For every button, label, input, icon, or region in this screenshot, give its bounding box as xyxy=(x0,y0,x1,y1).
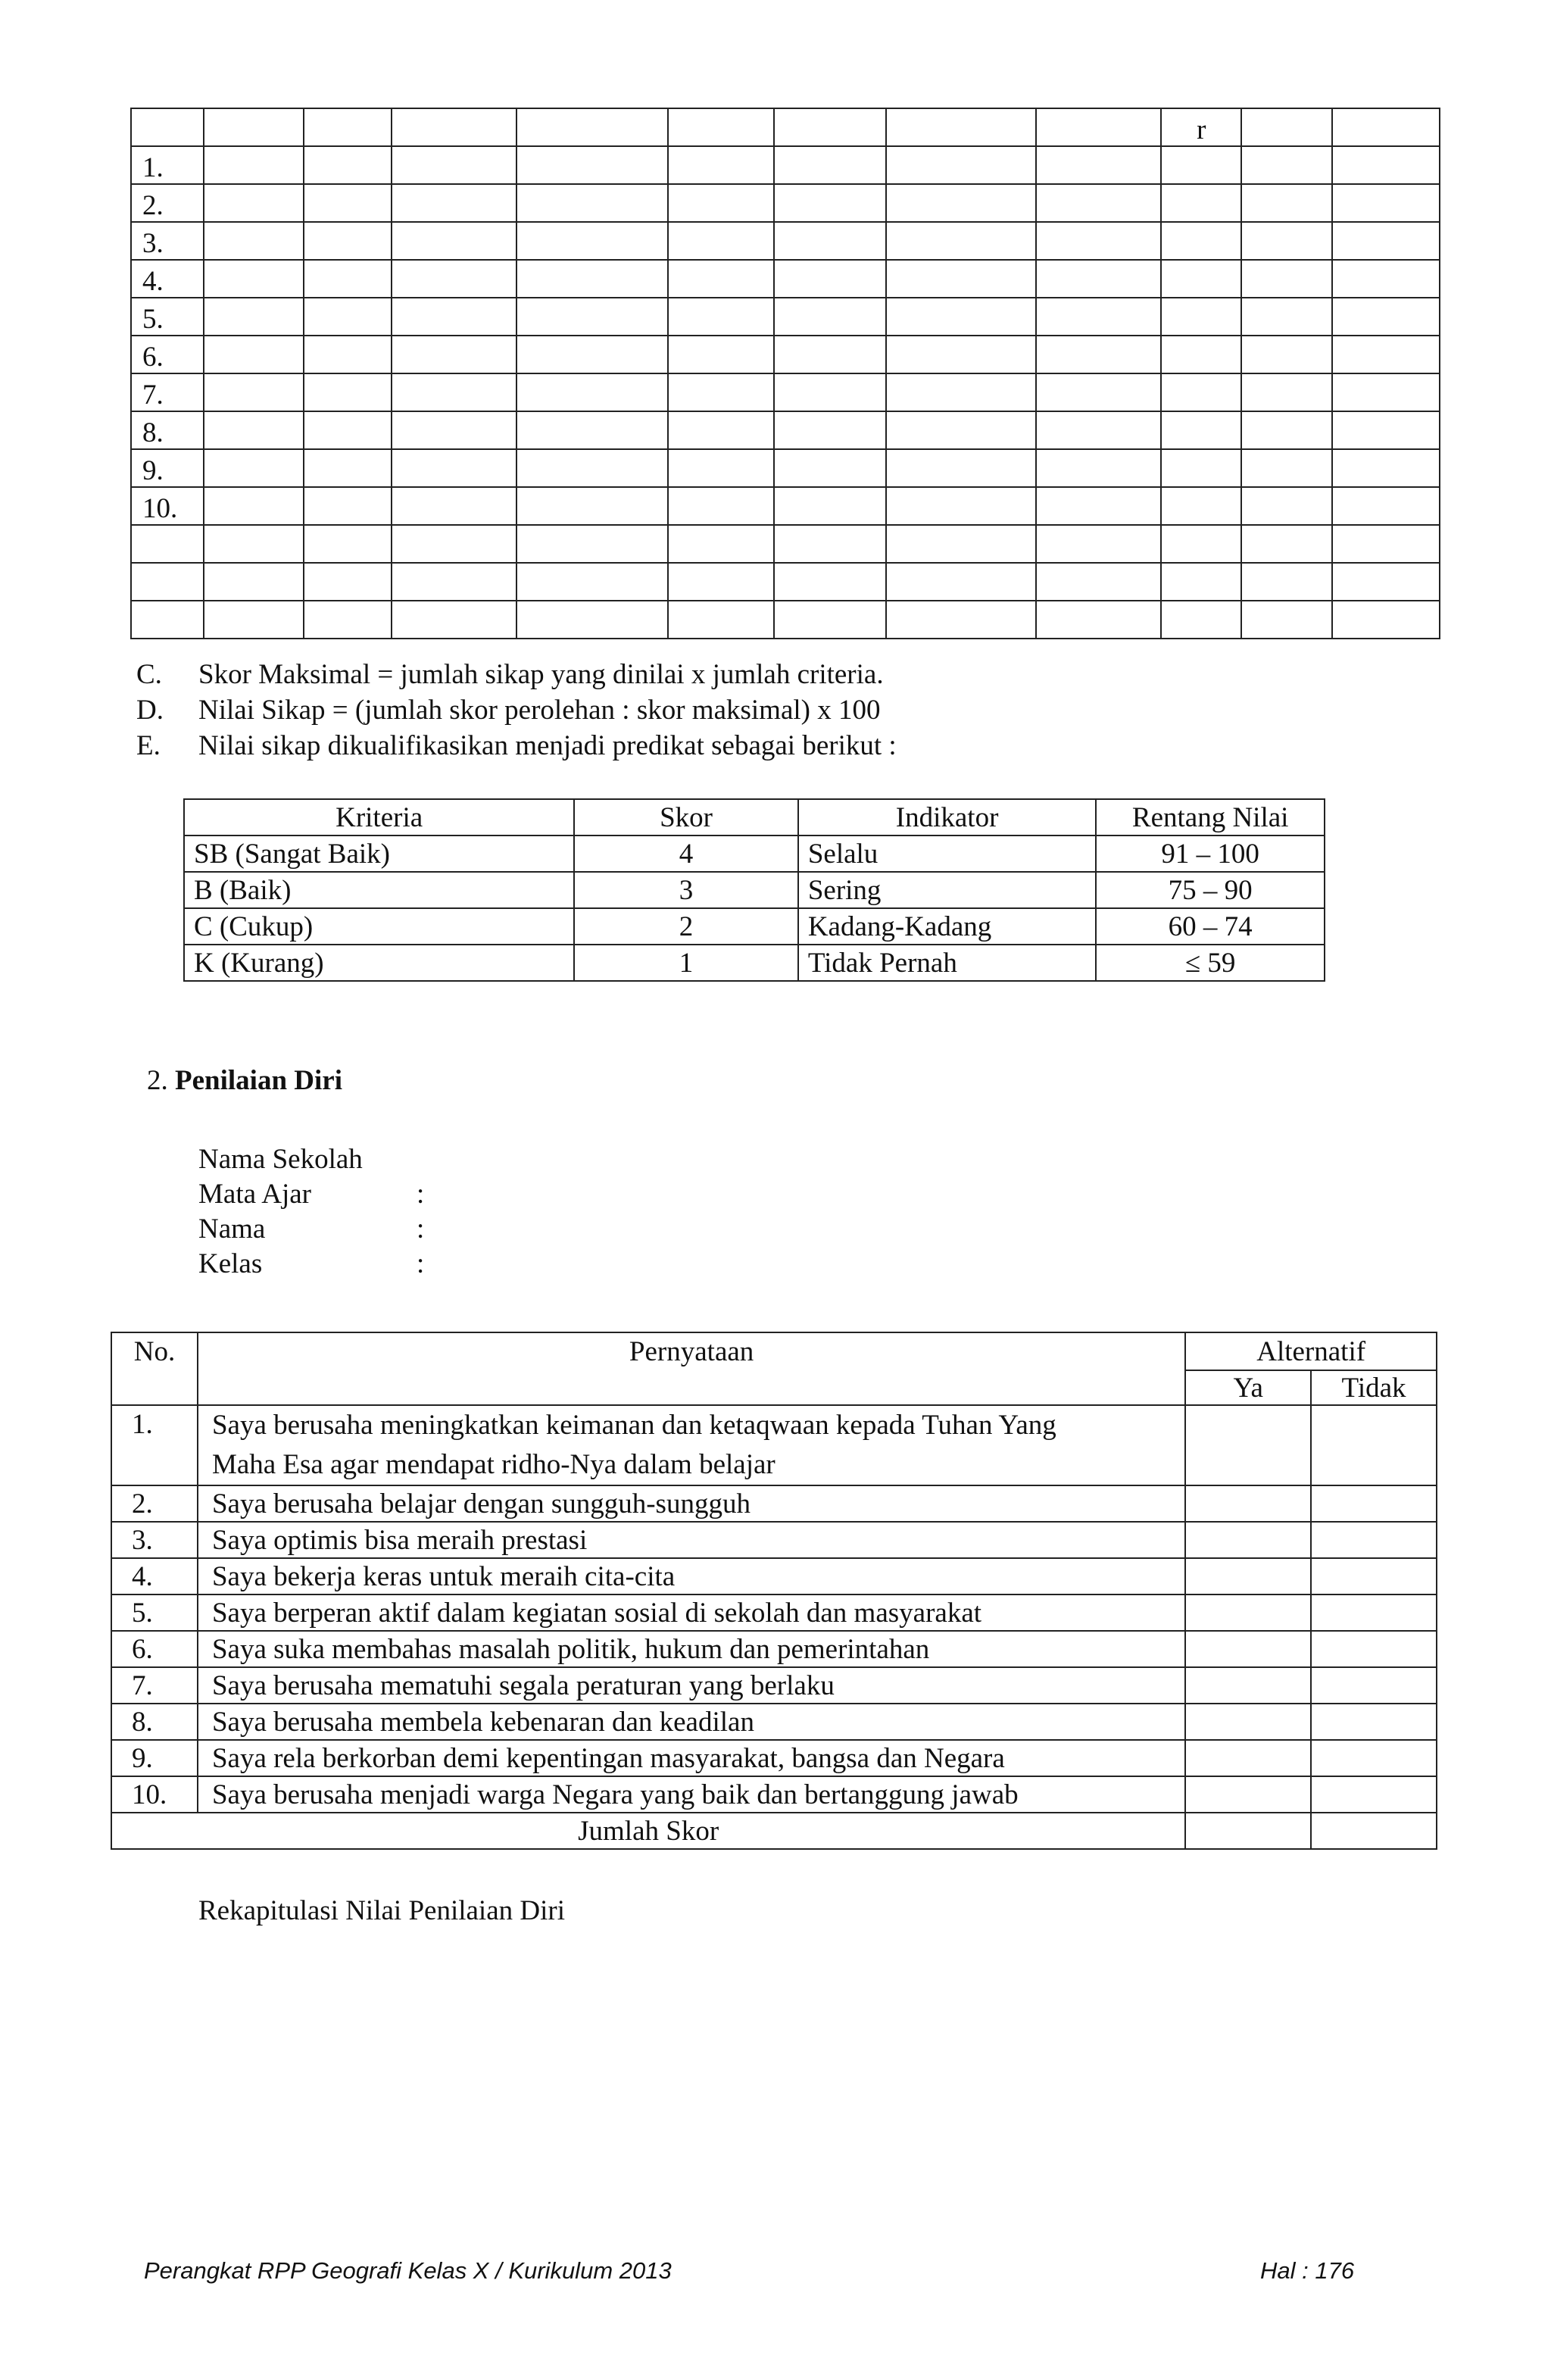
grid-cell[interactable] xyxy=(1332,487,1440,525)
grid-row xyxy=(131,449,1440,487)
grid-cell[interactable] xyxy=(204,373,304,411)
grid-cell[interactable] xyxy=(516,449,668,487)
grid-row xyxy=(131,298,1440,336)
grid-cell[interactable] xyxy=(1241,563,1332,601)
self-row xyxy=(111,1667,1437,1704)
self-row xyxy=(111,1704,1437,1740)
grid-cell[interactable] xyxy=(774,298,886,336)
grid-row xyxy=(131,601,1440,639)
self-total-row xyxy=(111,1813,1437,1849)
grid-cell[interactable] xyxy=(392,487,517,525)
recap-title: Rekapitulasi Nilai Penilaian Diri xyxy=(198,1895,565,1926)
grid-row xyxy=(131,411,1440,449)
self-row-no: 1. xyxy=(111,1405,198,1485)
criteria-kriteria: SB (Sangat Baik) xyxy=(184,835,574,872)
criteria-header: Rentang Nilai xyxy=(1096,799,1325,835)
grid-cell[interactable] xyxy=(1161,222,1241,260)
grid-cell[interactable] xyxy=(516,487,668,525)
grid-row-number: 9. xyxy=(131,449,204,487)
grid-cell[interactable] xyxy=(1036,298,1162,336)
section-title-text: Penilaian Diri xyxy=(175,1065,342,1096)
grid-cell[interactable] xyxy=(1332,260,1440,298)
criteria-indikator: Sering xyxy=(798,872,1097,908)
grid-cell[interactable] xyxy=(1036,449,1162,487)
self-row-no: 7. xyxy=(111,1667,198,1704)
grid-cell[interactable] xyxy=(392,298,517,336)
section-number: 2. xyxy=(147,1065,168,1096)
form-label: Kelas xyxy=(198,1248,263,1279)
grid-cell[interactable] xyxy=(516,525,668,563)
grid-cell[interactable] xyxy=(774,601,886,639)
grid-cell[interactable] xyxy=(304,260,392,298)
grid-row xyxy=(131,336,1440,373)
grid-cell[interactable] xyxy=(1036,184,1162,222)
grid-cell[interactable] xyxy=(304,601,392,639)
grid-cell[interactable] xyxy=(668,525,774,563)
grid-cell[interactable] xyxy=(516,601,668,639)
grid-row xyxy=(131,146,1440,184)
self-row-statement: Saya suka membahas masalah politik, hukum dan pemerintahan xyxy=(198,1631,1185,1667)
grid-cell[interactable] xyxy=(392,184,517,222)
criteria-row xyxy=(184,872,1325,908)
note-letter: C. xyxy=(136,659,162,690)
grid-cell[interactable] xyxy=(1161,298,1241,336)
form-colon: : xyxy=(417,1213,425,1245)
self-row-ya[interactable] xyxy=(1185,1631,1311,1667)
criteria-header: Skor xyxy=(574,799,798,835)
grid-cell[interactable] xyxy=(1036,146,1162,184)
self-row-no: 9. xyxy=(111,1740,198,1776)
grid-row-number: 10. xyxy=(131,487,204,525)
criteria-rentang: 75 – 90 xyxy=(1096,872,1325,908)
grid-cell[interactable] xyxy=(668,487,774,525)
grid-row-number: 3. xyxy=(131,222,204,260)
grid-cell[interactable] xyxy=(668,260,774,298)
grid-cell[interactable] xyxy=(774,184,886,222)
grid-cell[interactable] xyxy=(1241,336,1332,373)
criteria-skor: 3 xyxy=(574,872,798,908)
form-label: Nama xyxy=(198,1213,266,1245)
self-row-no: 4. xyxy=(111,1558,198,1594)
grid-cell[interactable] xyxy=(1332,146,1440,184)
grid-cell[interactable] xyxy=(392,449,517,487)
grid-cell[interactable] xyxy=(774,525,886,563)
self-row-no: 10. xyxy=(111,1776,198,1813)
grid-row xyxy=(131,525,1440,563)
grid-cell[interactable] xyxy=(886,336,1036,373)
criteria-indikator: Tidak Pernah xyxy=(798,945,1097,981)
self-row xyxy=(111,1558,1437,1594)
grid-cell[interactable] xyxy=(516,336,668,373)
grid-cell[interactable] xyxy=(1161,260,1241,298)
grid-cell[interactable] xyxy=(1241,146,1332,184)
grid-cell[interactable] xyxy=(1332,298,1440,336)
grid-cell[interactable] xyxy=(204,222,304,260)
self-row-statement: Saya berusaha belajar dengan sungguh-sungguh xyxy=(198,1485,1185,1522)
grid-cell[interactable] xyxy=(1241,184,1332,222)
criteria-header: Kriteria xyxy=(184,799,574,835)
self-row-ya[interactable] xyxy=(1185,1594,1311,1631)
criteria-skor: 2 xyxy=(574,908,798,945)
grid-cell[interactable] xyxy=(304,563,392,601)
criteria-header: Indikator xyxy=(798,799,1097,835)
self-header-no: No. xyxy=(111,1332,198,1405)
grid-cell[interactable] xyxy=(1161,184,1241,222)
self-row-statement xyxy=(198,1405,1185,1485)
self-row-ya[interactable] xyxy=(1185,1667,1311,1704)
criteria-header-row xyxy=(184,799,1325,835)
self-row-ya[interactable] xyxy=(1185,1522,1311,1558)
grid-row xyxy=(131,487,1440,525)
grid-cell[interactable] xyxy=(774,260,886,298)
note-letter: D. xyxy=(136,695,164,726)
criteria-row xyxy=(184,945,1325,981)
self-row-ya[interactable] xyxy=(1185,1704,1311,1740)
grid-cell[interactable] xyxy=(516,563,668,601)
grid-cell[interactable] xyxy=(1332,336,1440,373)
grid-cell[interactable] xyxy=(886,411,1036,449)
grid-row xyxy=(131,222,1440,260)
self-header-tidak: Tidak xyxy=(1311,1370,1437,1405)
grid-cell[interactable] xyxy=(1036,222,1162,260)
grid-cell[interactable] xyxy=(204,601,304,639)
self-row-tidak[interactable] xyxy=(1311,1405,1437,1485)
self-row-statement: Saya optimis bisa meraih prestasi xyxy=(198,1522,1185,1558)
grid-cell[interactable] xyxy=(1332,449,1440,487)
grid-cell[interactable] xyxy=(1036,373,1162,411)
grid-cell[interactable] xyxy=(886,601,1036,639)
grid-cell[interactable] xyxy=(392,336,517,373)
self-row-statement: Saya rela berkorban demi kepentingan masyarakat, bangsa dan Negara xyxy=(198,1740,1185,1776)
grid-cell[interactable] xyxy=(1161,336,1241,373)
criteria-rentang: ≤ 59 xyxy=(1096,945,1325,981)
self-row xyxy=(111,1485,1437,1522)
criteria-table xyxy=(183,798,1325,982)
grid-cell[interactable] xyxy=(516,373,668,411)
grid-cell[interactable] xyxy=(1241,222,1332,260)
note-text: Skor Maksimal = jumlah sikap yang dinilai x jumlah criteria. xyxy=(198,659,884,690)
grid-cell[interactable] xyxy=(1036,525,1162,563)
grid-cell[interactable] xyxy=(1161,563,1241,601)
grid-cell[interactable] xyxy=(1332,373,1440,411)
self-row xyxy=(111,1405,1437,1485)
grid-cell[interactable] xyxy=(304,411,392,449)
grid-cell[interactable] xyxy=(204,336,304,373)
self-row-statement-line: Maha Esa agar mendapat ridho-Nya dalam belajar xyxy=(211,1449,776,1480)
grid-cell[interactable] xyxy=(1241,411,1332,449)
criteria-skor: 1 xyxy=(574,945,798,981)
self-row-statement: Saya berusaha menjadi warga Negara yang baik dan bertanggung jawab xyxy=(198,1776,1185,1813)
grid-cell[interactable] xyxy=(392,373,517,411)
grid-cell[interactable] xyxy=(392,146,517,184)
self-row-ya[interactable] xyxy=(1185,1740,1311,1776)
self-row-no: 5. xyxy=(111,1594,198,1631)
grid-cell[interactable] xyxy=(1241,449,1332,487)
grid-cell[interactable] xyxy=(1332,601,1440,639)
self-row-tidak[interactable] xyxy=(1311,1558,1437,1594)
note-text: Nilai Sikap = (jumlah skor perolehan : skor maksimal) x 100 xyxy=(198,695,881,726)
grid-cell[interactable] xyxy=(1161,146,1241,184)
section-title xyxy=(147,1067,342,1095)
grid-cell[interactable] xyxy=(886,487,1036,525)
grid-cell[interactable] xyxy=(304,184,392,222)
grid-cell[interactable] xyxy=(1332,563,1440,601)
self-row xyxy=(111,1522,1437,1558)
form-row-nama xyxy=(198,1213,425,1245)
grid-row-number: 1. xyxy=(131,146,204,184)
grid-cell[interactable] xyxy=(516,298,668,336)
grid-row xyxy=(131,184,1440,222)
grid-cell[interactable] xyxy=(1332,525,1440,563)
grid-cell[interactable] xyxy=(886,449,1036,487)
grid-cell[interactable] xyxy=(1332,411,1440,449)
grid-cell[interactable] xyxy=(1241,298,1332,336)
self-row-ya[interactable] xyxy=(1185,1485,1311,1522)
grid-row xyxy=(131,373,1440,411)
grid-cell[interactable] xyxy=(392,411,517,449)
grid-row-number xyxy=(131,563,204,601)
grid-cell[interactable] xyxy=(668,336,774,373)
grid-header-row xyxy=(131,108,1440,146)
grid-cell[interactable] xyxy=(668,601,774,639)
self-row-tidak[interactable] xyxy=(1311,1631,1437,1667)
criteria-kriteria: B (Baik) xyxy=(184,872,574,908)
grid-cell[interactable] xyxy=(204,146,304,184)
self-row-tidak[interactable] xyxy=(1311,1667,1437,1704)
grid-cell[interactable] xyxy=(1161,487,1241,525)
self-header-row xyxy=(111,1332,1437,1370)
footer-document-title: Perangkat RPP Geografi Kelas X / Kurikulum 2013 xyxy=(144,2257,672,2284)
form-colon: : xyxy=(417,1248,425,1279)
grid-cell[interactable] xyxy=(886,563,1036,601)
self-row-statement: Saya berperan aktif dalam kegiatan sosial di sekolah dan masyarakat xyxy=(198,1594,1185,1631)
self-row-tidak[interactable] xyxy=(1311,1522,1437,1558)
attitude-grid-table xyxy=(130,108,1440,639)
note-text: Nilai sikap dikualifikasikan menjadi predikat sebagai berikut : xyxy=(198,730,897,761)
self-row-tidak[interactable] xyxy=(1311,1594,1437,1631)
grid-cell[interactable] xyxy=(392,563,517,601)
grid-row-number: 6. xyxy=(131,336,204,373)
grid-row-number: 8. xyxy=(131,411,204,449)
grid-cell[interactable] xyxy=(1332,184,1440,222)
self-total-ya[interactable] xyxy=(1185,1813,1311,1849)
grid-cell[interactable] xyxy=(774,222,886,260)
grid-cell[interactable] xyxy=(668,373,774,411)
grid-cell[interactable] xyxy=(1241,525,1332,563)
criteria-skor: 4 xyxy=(574,835,798,872)
grid-cell[interactable] xyxy=(1161,601,1241,639)
grid-cell[interactable] xyxy=(204,487,304,525)
grid-cell[interactable] xyxy=(774,336,886,373)
grid-cell[interactable] xyxy=(774,563,886,601)
criteria-rentang: 60 – 74 xyxy=(1096,908,1325,945)
grid-cell[interactable] xyxy=(204,298,304,336)
grid-row-number xyxy=(131,525,204,563)
self-row-no: 6. xyxy=(111,1631,198,1667)
grid-cell[interactable] xyxy=(204,260,304,298)
grid-cell[interactable] xyxy=(1161,449,1241,487)
self-row-no: 3. xyxy=(111,1522,198,1558)
self-row xyxy=(111,1776,1437,1813)
self-row-tidak[interactable] xyxy=(1311,1704,1437,1740)
grid-row-number: 4. xyxy=(131,260,204,298)
grid-cell[interactable] xyxy=(774,373,886,411)
grid-cell[interactable] xyxy=(516,411,668,449)
grid-row xyxy=(131,563,1440,601)
grid-cell[interactable] xyxy=(886,184,1036,222)
grid-row-number xyxy=(131,601,204,639)
self-row-tidak[interactable] xyxy=(1311,1740,1437,1776)
self-row-no: 8. xyxy=(111,1704,198,1740)
criteria-row xyxy=(184,835,1325,872)
grid-cell[interactable] xyxy=(886,525,1036,563)
grid-cell[interactable] xyxy=(1036,336,1162,373)
grid-cell[interactable] xyxy=(516,184,668,222)
grid-cell[interactable] xyxy=(204,184,304,222)
form-label: Mata Ajar xyxy=(198,1179,311,1210)
grid-cell[interactable] xyxy=(304,487,392,525)
grid-row-number: 7. xyxy=(131,373,204,411)
grid-cell[interactable] xyxy=(668,146,774,184)
grid-cell[interactable] xyxy=(668,449,774,487)
grid-cell[interactable] xyxy=(886,298,1036,336)
grid-cell[interactable] xyxy=(516,222,668,260)
grid-cell[interactable] xyxy=(668,411,774,449)
self-row-tidak[interactable] xyxy=(1311,1776,1437,1813)
grid-cell[interactable] xyxy=(516,146,668,184)
grid-cell[interactable] xyxy=(774,411,886,449)
note-d xyxy=(136,696,880,724)
grid-cell[interactable] xyxy=(774,146,886,184)
grid-cell[interactable] xyxy=(1036,411,1162,449)
self-row-tidak[interactable] xyxy=(1311,1485,1437,1522)
grid-cell[interactable] xyxy=(1241,487,1332,525)
form-colon: : xyxy=(417,1179,425,1210)
grid-header-marker: r xyxy=(1161,108,1241,146)
grid-cell[interactable] xyxy=(886,373,1036,411)
self-row-ya[interactable] xyxy=(1185,1776,1311,1813)
grid-row xyxy=(131,260,1440,298)
grid-cell[interactable] xyxy=(204,563,304,601)
self-row-ya[interactable] xyxy=(1185,1558,1311,1594)
note-e xyxy=(136,732,897,760)
grid-cell[interactable] xyxy=(304,222,392,260)
self-assessment-table xyxy=(111,1332,1437,1850)
grid-cell[interactable] xyxy=(204,525,304,563)
grid-cell[interactable] xyxy=(1161,411,1241,449)
note-letter: E. xyxy=(136,730,161,761)
grid-cell[interactable] xyxy=(668,222,774,260)
grid-cell[interactable] xyxy=(1036,260,1162,298)
self-row-no: 2. xyxy=(111,1485,198,1522)
form-label: Nama Sekolah xyxy=(198,1144,363,1175)
grid-cell[interactable] xyxy=(1241,373,1332,411)
grid-cell[interactable] xyxy=(304,336,392,373)
grid-row-number: 2. xyxy=(131,184,204,222)
self-header-statement: Pernyataan xyxy=(198,1332,1185,1405)
self-row-statement: Saya berusaha mematuhi segala peraturan yang berlaku xyxy=(198,1667,1185,1704)
grid-cell[interactable] xyxy=(392,525,517,563)
grid-cell[interactable] xyxy=(1161,525,1241,563)
grid-cell[interactable] xyxy=(774,487,886,525)
criteria-row xyxy=(184,908,1325,945)
grid-cell[interactable] xyxy=(774,449,886,487)
grid-cell[interactable] xyxy=(1241,601,1332,639)
self-total-tidak[interactable] xyxy=(1311,1813,1437,1849)
grid-cell[interactable] xyxy=(304,373,392,411)
grid-cell[interactable] xyxy=(516,260,668,298)
self-header-ya: Ya xyxy=(1185,1370,1311,1405)
grid-cell[interactable] xyxy=(1161,373,1241,411)
footer-page-number: Hal : 176 xyxy=(1260,2257,1355,2284)
grid-cell[interactable] xyxy=(1036,487,1162,525)
self-row-statement: Saya berusaha membela kebenaran dan keadilan xyxy=(198,1704,1185,1740)
grid-cell[interactable] xyxy=(668,563,774,601)
self-row-ya[interactable] xyxy=(1185,1405,1311,1485)
criteria-kriteria: K (Kurang) xyxy=(184,945,574,981)
grid-cell[interactable] xyxy=(1332,222,1440,260)
grid-cell[interactable] xyxy=(204,449,304,487)
self-total-label: Jumlah Skor xyxy=(111,1813,1185,1849)
form-row-nama-sekolah xyxy=(198,1145,363,1173)
note-c xyxy=(136,661,884,689)
grid-cell[interactable] xyxy=(1036,563,1162,601)
self-row xyxy=(111,1631,1437,1667)
grid-cell[interactable] xyxy=(304,298,392,336)
criteria-kriteria: C (Cukup) xyxy=(184,908,574,945)
grid-cell[interactable] xyxy=(886,222,1036,260)
grid-cell[interactable] xyxy=(1036,601,1162,639)
grid-cell[interactable] xyxy=(392,260,517,298)
self-header-alternatif: Alternatif xyxy=(1185,1332,1437,1370)
grid-cell[interactable] xyxy=(886,260,1036,298)
grid-cell[interactable] xyxy=(304,146,392,184)
criteria-rentang: 91 – 100 xyxy=(1096,835,1325,872)
grid-cell[interactable] xyxy=(392,601,517,639)
form-row-kelas xyxy=(198,1248,425,1279)
self-row xyxy=(111,1594,1437,1631)
grid-cell[interactable] xyxy=(304,449,392,487)
grid-cell[interactable] xyxy=(1241,260,1332,298)
grid-cell[interactable] xyxy=(204,411,304,449)
grid-cell[interactable] xyxy=(886,146,1036,184)
grid-cell[interactable] xyxy=(392,222,517,260)
grid-cell[interactable] xyxy=(668,298,774,336)
form-row-mata-ajar xyxy=(198,1179,425,1210)
criteria-indikator: Selalu xyxy=(798,835,1097,872)
grid-cell[interactable] xyxy=(304,525,392,563)
criteria-indikator: Kadang-Kadang xyxy=(798,908,1097,945)
self-row-statement-line: Saya berusaha meningkatkan keimanan dan ketaqwaan kepada Tuhan Yang xyxy=(211,1410,1056,1441)
grid-cell[interactable] xyxy=(668,184,774,222)
self-row xyxy=(111,1740,1437,1776)
grid-row-number: 5. xyxy=(131,298,204,336)
self-row-statement: Saya bekerja keras untuk meraih cita-cita xyxy=(198,1558,1185,1594)
